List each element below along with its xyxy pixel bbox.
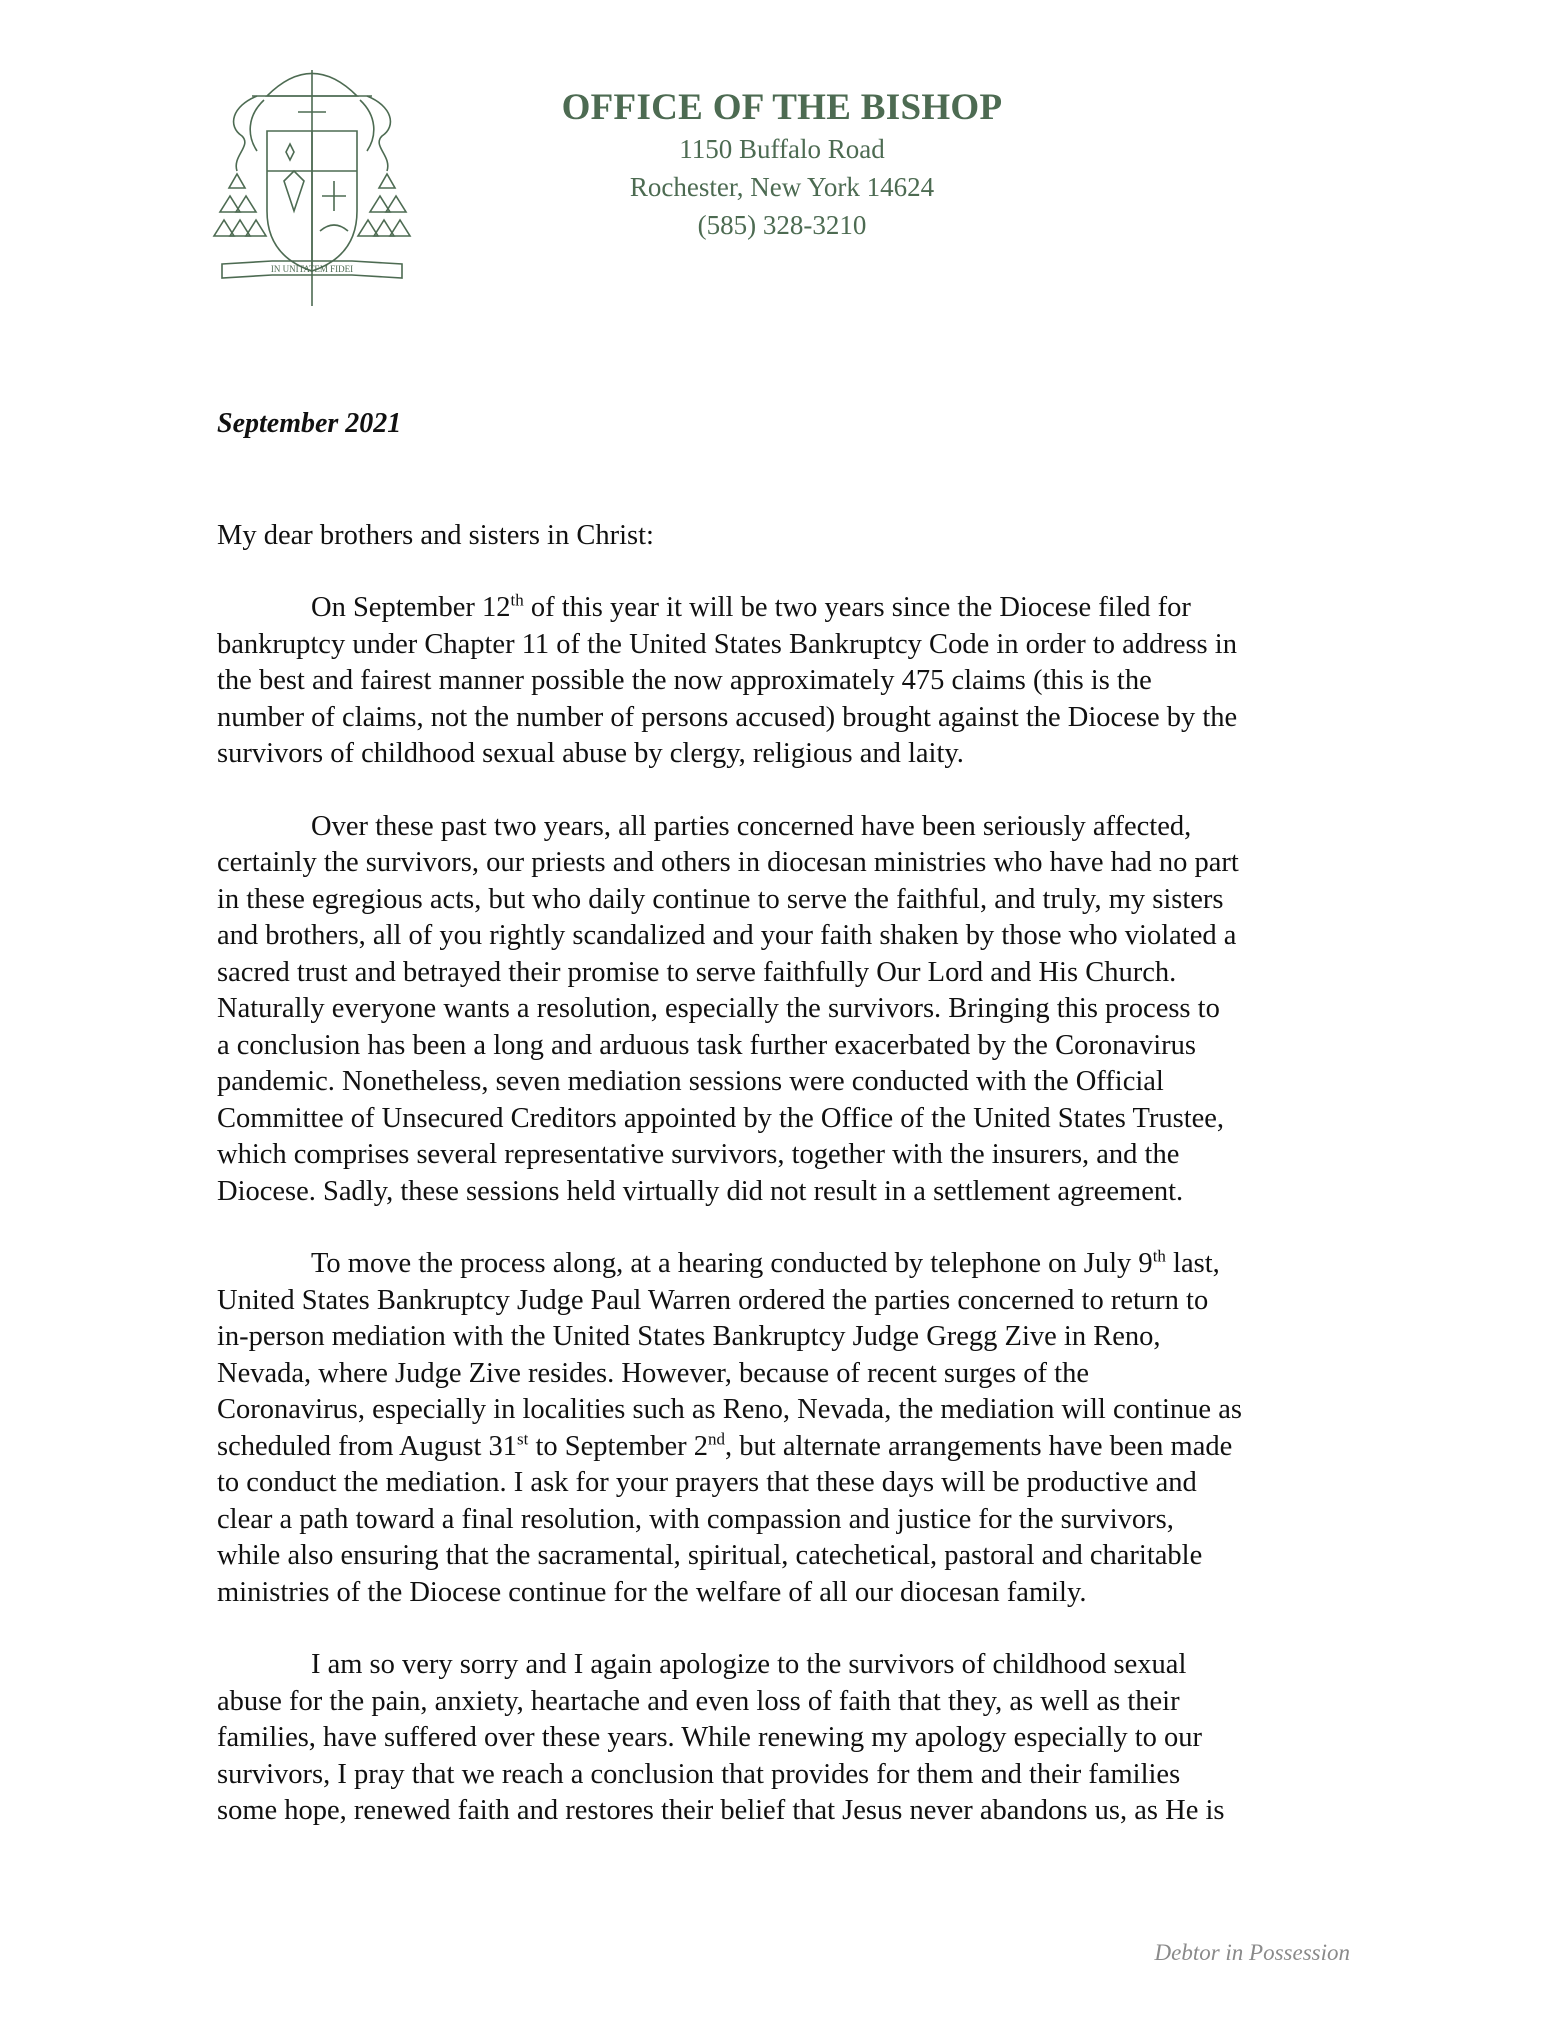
paragraph-line: ministries of the Diocese continue for the welfare of all our diocesan family.	[217, 1576, 1087, 1608]
paragraph-line: which comprises several representative survivors, together with the insurers, and the	[217, 1139, 1180, 1170]
paragraph-line: survivors, I pray that we reach a conclusion that provides for them and their families	[217, 1758, 1181, 1790]
episcopal-crest-icon	[212, 56, 412, 312]
paragraph-line: some hope, renewed faith and restores their belief that Jesus never abandons us, as He is	[217, 1795, 1225, 1826]
paragraph-line: survivors of childhood sexual abuse by clergy, religious and laity.	[217, 738, 964, 769]
paragraph-line: families, have suffered over these years. While renewing my apology especially to our	[217, 1722, 1203, 1753]
footer-note: Debtor in Possession	[1154, 1940, 1350, 1965]
letter-date: September 2021	[217, 408, 402, 439]
paragraph-1	[217, 590, 1353, 773]
salutation: My dear brothers and sisters in Christ:	[217, 520, 654, 551]
paragraph-line: bankruptcy under Chapter 11 of the United States Bankruptcy Code in order to address in	[217, 628, 1237, 660]
paragraph-line: while also ensuring that the sacramental, spiritual, catechetical, pastoral and charitable	[217, 1540, 1203, 1571]
paragraph-2	[217, 809, 1353, 1211]
paragraph-line: Diocese. Sadly, these sessions held virtually did not result in a settlement agreement.	[217, 1175, 1184, 1207]
paragraph-line: in-person mediation with the United States Bankruptcy Judge Gregg Zive in Reno,	[217, 1321, 1161, 1352]
paragraph-line: Naturally everyone wants a resolution, especially the survivors. Bringing this process to	[217, 993, 1220, 1024]
paragraph-line: United States Bankruptcy Judge Paul Warren ordered the parties concerned to return to	[217, 1284, 1209, 1316]
paragraph-line: Committee of Unsecured Creditors appointed by the Office of the United States Trustee,	[217, 1102, 1225, 1134]
paragraph-line: Over these past two years, all parties concerned have been seriously affected,	[311, 810, 1192, 842]
letterhead-address-line2: Rochester, New York 14624	[629, 172, 935, 202]
paragraph-line: in these egregious acts, but who daily continue to serve the faithful, and truly, my sisters	[217, 883, 1224, 915]
paragraph-4	[217, 1647, 1353, 1830]
paragraph-line: abuse for the pain, anxiety, heartache and even loss of faith that they, as well as their	[217, 1685, 1180, 1717]
paragraph-line: Nevada, where Judge Zive resides. However, because of recent surges of the	[217, 1357, 1089, 1389]
letterhead-address-line1: 1150 Buffalo Road	[679, 134, 885, 164]
paragraph-line: certainly the survivors, our priests and others in diocesan ministries who have had no part	[217, 847, 1239, 878]
paragraph-line: a conclusion has been a long and arduous task further exacerbated by the Coronavirus	[217, 1029, 1196, 1061]
letter-body	[217, 590, 1353, 1866]
paragraph-line: sacred trust and betrayed their promise to serve faithfully Our Lord and His Church.	[217, 956, 1177, 988]
letterhead	[512, 86, 1052, 244]
paragraph-line: to conduct the mediation. I ask for your prayers that these days will be productive and	[217, 1467, 1197, 1498]
paragraph-line: the best and fairest manner possible the now approximately 475 claims (this is the	[217, 665, 1152, 696]
paragraph-line: I am so very sorry and I again apologize to the survivors of childhood sexual	[311, 1649, 1187, 1680]
paragraph-line: Coronavirus, especially in localities such as Reno, Nevada, the mediation will continue as	[217, 1394, 1242, 1425]
paragraph-line: pandemic. Nonetheless, seven mediation sessions were conducted with the Official	[217, 1066, 1164, 1097]
paragraph-line: On September 12th of this year it will be two years since the Diocese filed for	[311, 590, 1191, 623]
paragraph-line: and brothers, all of you rightly scandalized and your faith shaken by those who violated a	[217, 920, 1237, 951]
paragraph-line: To move the process along, at a hearing conducted by telephone on July 9th last,	[311, 1246, 1220, 1279]
paragraph-line: number of claims, not the number of persons accused) brought against the Diocese by the	[217, 701, 1238, 733]
paragraph-3	[217, 1246, 1353, 1611]
letterhead-title: OFFICE OF THE BISHOP	[561, 87, 1003, 128]
crest-motto: IN UNITATEM FIDEI	[270, 264, 354, 274]
paragraph-line: clear a path toward a final resolution, with compassion and justice for the survivors,	[217, 1503, 1174, 1535]
paragraph-line: scheduled from August 31st to September 2nd, but alternate arrangements have been made	[217, 1429, 1233, 1462]
letterhead-phone: (585) 328-3210	[697, 210, 867, 240]
